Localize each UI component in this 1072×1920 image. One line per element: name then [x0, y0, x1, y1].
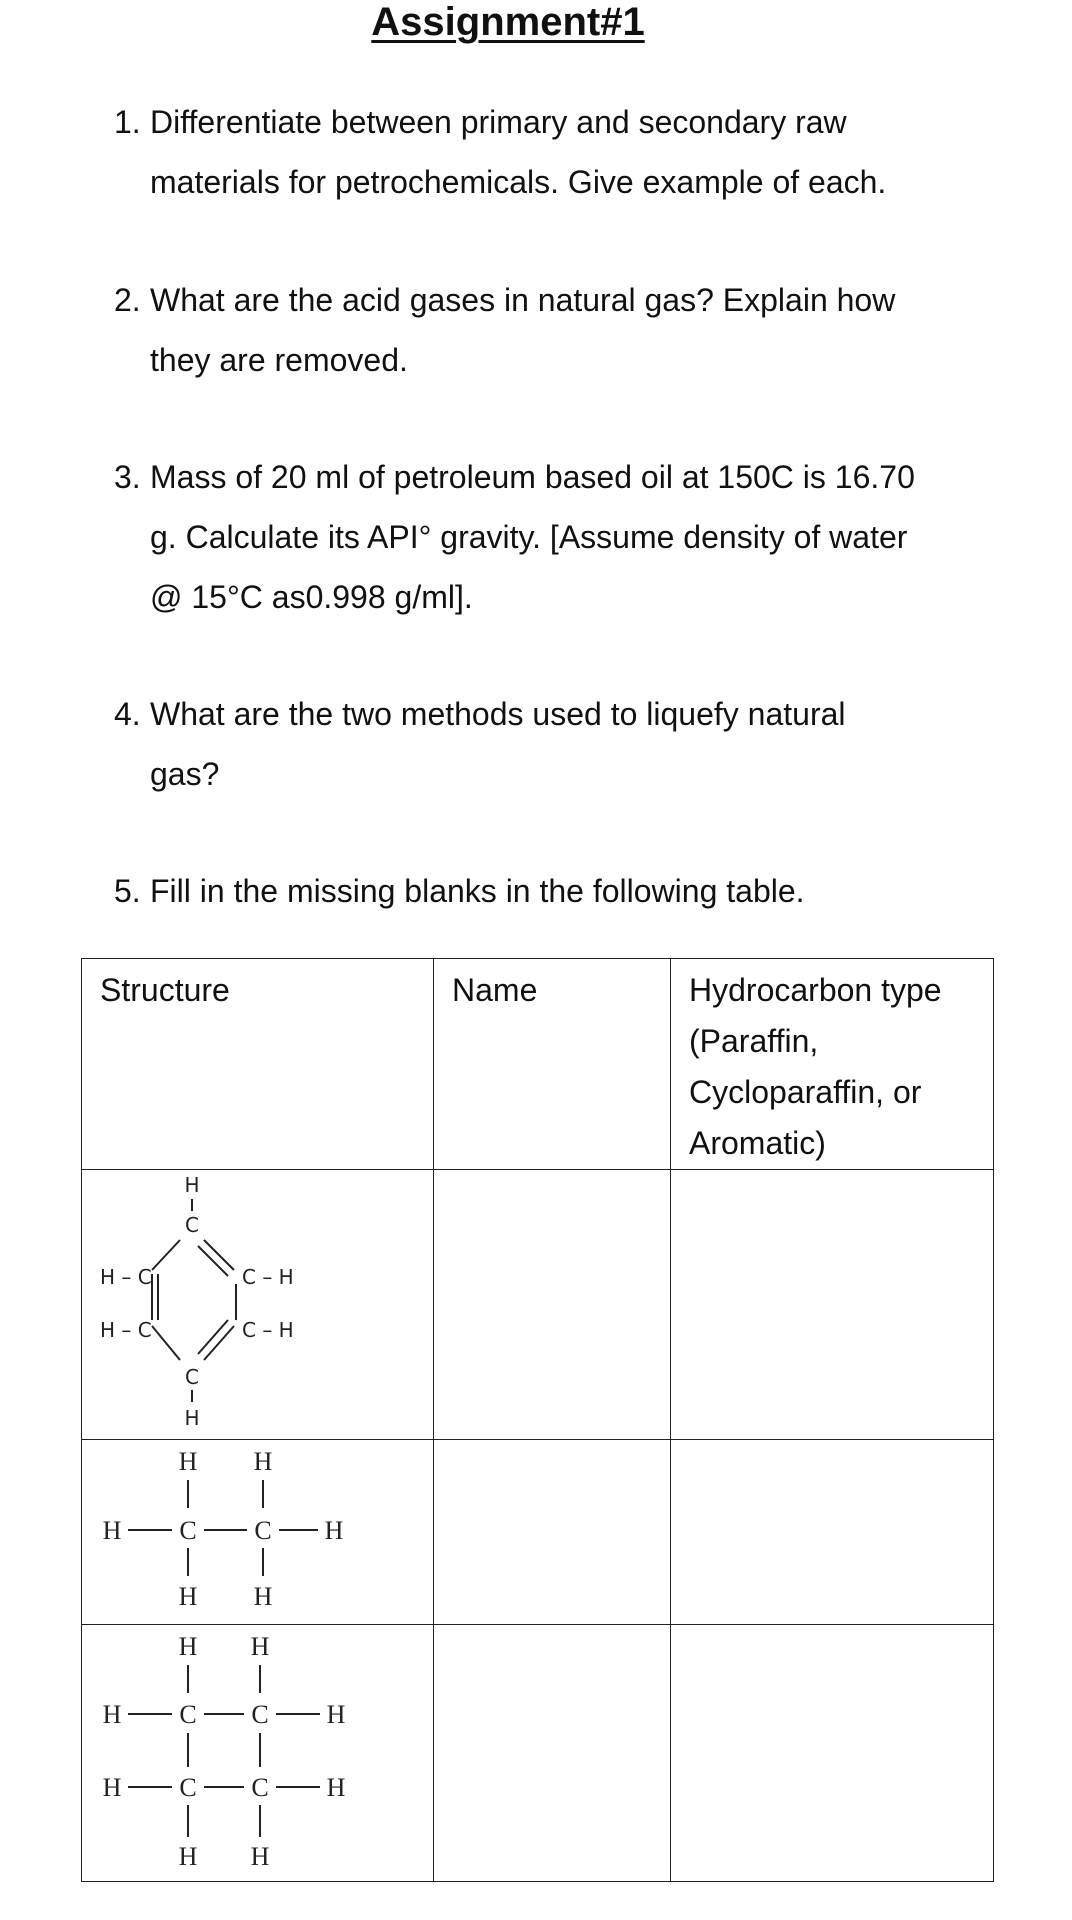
atom-h: H	[326, 1773, 346, 1802]
atom-h: H	[184, 1406, 200, 1430]
atom-h: H	[324, 1516, 344, 1545]
header-type: Hydrocarbon type (Paraffin, Cycloparaffin, or Aromatic)	[671, 959, 994, 1170]
hydrocarbon-table	[81, 958, 994, 1882]
cyclic-bonds	[128, 1665, 320, 1837]
atom-hc-upper: H – C	[100, 1265, 152, 1289]
atom-h: H	[178, 1447, 198, 1476]
benzene-ring-bonds	[152, 1240, 236, 1360]
atom-ch-upper: C – H	[242, 1265, 294, 1289]
header-name: Name	[434, 959, 671, 1170]
table-row	[82, 1170, 994, 1440]
atom-c: C	[251, 1700, 269, 1729]
question-3: 3. Mass of 20 ml of petroleum based oil at 150C is 16.70 g. Calculate its API° gravity. [Assume density of water @ 15°C as0.998 g/ml].	[114, 459, 915, 615]
table-row	[82, 1625, 994, 1882]
atom-h: H	[253, 1447, 273, 1476]
type-cell	[671, 1440, 994, 1625]
atom-h: H	[178, 1582, 198, 1611]
atom-c: C	[179, 1773, 197, 1802]
assignment-title: Assignment#1	[371, 0, 645, 44]
ethane-structure	[82, 1440, 434, 1624]
structure-cell-ethane	[82, 1440, 434, 1625]
structure-cell-cyclic	[82, 1625, 434, 1882]
atom-h: H	[253, 1582, 273, 1611]
atom-h: H	[184, 1173, 200, 1197]
type-cell	[671, 1170, 994, 1440]
atom-c: C	[185, 1365, 199, 1389]
atom-ch-lower: C – H	[242, 1318, 294, 1342]
structure-cell-benzene	[82, 1170, 434, 1440]
ethane-bonds	[128, 1480, 318, 1576]
atom-h: H	[178, 1842, 198, 1871]
question-2: 2. What are the acid gases in natural gas? Explain how they are removed.	[114, 282, 896, 378]
atom-c: C	[254, 1516, 272, 1545]
atom-h: H	[250, 1842, 270, 1871]
atom-h: H	[326, 1700, 346, 1729]
type-cell	[671, 1625, 994, 1882]
atom-h: H	[250, 1632, 270, 1661]
benzene-structure	[82, 1170, 434, 1439]
atom-h: H	[178, 1632, 198, 1661]
cyclic-alkane-structure	[82, 1625, 434, 1881]
atom-h: H	[102, 1700, 122, 1729]
table-row	[82, 1440, 994, 1625]
atom-h: H	[102, 1773, 122, 1802]
atom-c: C	[179, 1700, 197, 1729]
header-structure: Structure	[82, 959, 434, 1170]
atom-c: C	[179, 1516, 197, 1545]
name-cell	[434, 1440, 671, 1625]
name-cell	[434, 1170, 671, 1440]
atom-c: C	[185, 1213, 199, 1237]
question-4: 4. What are the two methods used to liquefy natural gas?	[114, 696, 846, 792]
name-cell	[434, 1625, 671, 1882]
atom-h: H	[102, 1516, 122, 1545]
table-header-row	[82, 959, 994, 1170]
question-5: 5. Fill in the missing blanks in the following table.	[114, 873, 805, 909]
atom-hc-lower: H – C	[100, 1318, 152, 1342]
atom-c: C	[251, 1773, 269, 1802]
question-1: 1. Differentiate between primary and secondary raw materials for petrochemicals. Give example of each.	[114, 104, 887, 200]
